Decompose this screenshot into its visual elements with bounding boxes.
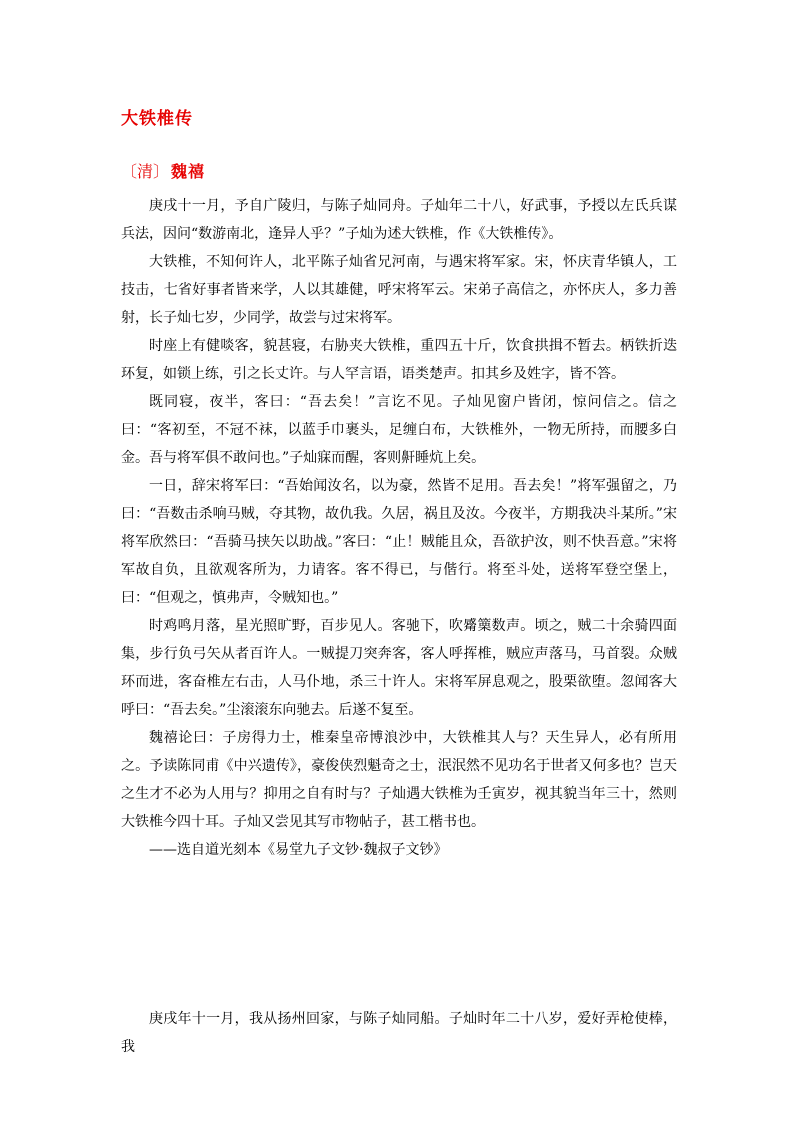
paragraph-7: 魏禧论曰：子房得力士，椎秦皇帝博浪沙中，大铁椎其人与？天生异人，必有所用之。予读陈同甫《中兴遗传》，豪俊侠烈魁奇之士，泯泯然不见功名于世者又何多也？岂天之生才不必为人用与？抑用之自有时与？子灿遇大铁椎为壬寅岁，视其貌当年三十，然则大铁椎今四十耳。子灿又尝见其写市物帖子，甚工楷书也。	[121, 730, 677, 830]
translation-text	[121, 1005, 677, 1061]
paragraph-2: 大铁椎，不知何许人，北平陈子灿省兄河南，与遇宋将军家。宋，怀庆青华镇人，工技击，七省好事者皆来学，人以其雄健，呼宋将军云。宋弟子高信之，亦怀庆人，多力善射，长子灿七岁，少同学，故尝与过宋将军。	[121, 254, 677, 326]
document-title: 大铁椎传	[121, 109, 193, 129]
author-name: 魏禧	[171, 162, 206, 181]
paragraph-1: 庚戌十一月，予自广陵归，与陈子灿同舟。子灿年二十八，好武事，予授以左氏兵谋兵法，因问“数游南北，逢异人乎？”子灿为述大铁椎，作《大铁椎传》。	[121, 198, 677, 242]
classical-text	[121, 192, 677, 864]
author-line	[121, 159, 205, 182]
dynasty-label: 〔清〕	[121, 162, 170, 181]
paragraph-6: 时鸡鸣月落，星光照旷野，百步见人。客驰下，吹觱篥数声。顷之，贼二十余骑四面集，步行负弓矢从者百许人。一贼提刀突奔客，客人呼挥椎，贼应声落马，马首裂。众贼环而进，客奋椎左右击，人马仆地，杀三十许人。宋将军屏息观之，股栗欲堕。忽闻客大呼曰：“吾去矣。”尘滚滚东向驰去。后遂不复至。	[121, 618, 677, 718]
paragraph-5: 一日，辞宋将军曰：“吾始闻汝名，以为豪，然皆不足用。吾去矣！”将军强留之，乃曰：“吾数击杀响马贼，夺其物，故仇我。久居，祸且及汝。今夜半，方期我决斗某所。”宋将军欣然曰：“吾骑马挟矢以助战。”客曰：“止！贼能且众，吾欲护汝，则不快吾意。”宋将军故自负，且欲观客所为，力请客。客不得已，与偕行。将至斗处，送将军登空堡上，曰：“但观之，慎弗声，令贼知也。”	[121, 478, 677, 606]
paragraph-4: 既同寝，夜半，客曰：“吾去矣！”言讫不见。子灿见窗户皆闭，惊问信之。信之曰：“客初至，不冠不袜，以蓝手巾裹头，足缠白布，大铁椎外，一物无所持，而腰多白金。吾与将军俱不敢问也。”子灿寐而醒，客则鼾睡炕上矣。	[121, 394, 677, 466]
source-citation: ——选自道光刻本《易堂九子文钞·魏叔子文钞》	[149, 842, 448, 858]
paragraph-3: 时座上有健啖客，貌甚寝，右胁夹大铁椎，重四五十斤，饮食拱揖不暂去。柄铁折迭环复，如锁上练，引之长丈许。与人罕言语，语类楚声。扣其乡及姓字，皆不答。	[121, 338, 677, 382]
translation-paragraph: 庚戌年十一月，我从扬州回家，与陈子灿同船。子灿时年二十八岁，爱好弄枪使棒，我	[121, 1011, 677, 1055]
